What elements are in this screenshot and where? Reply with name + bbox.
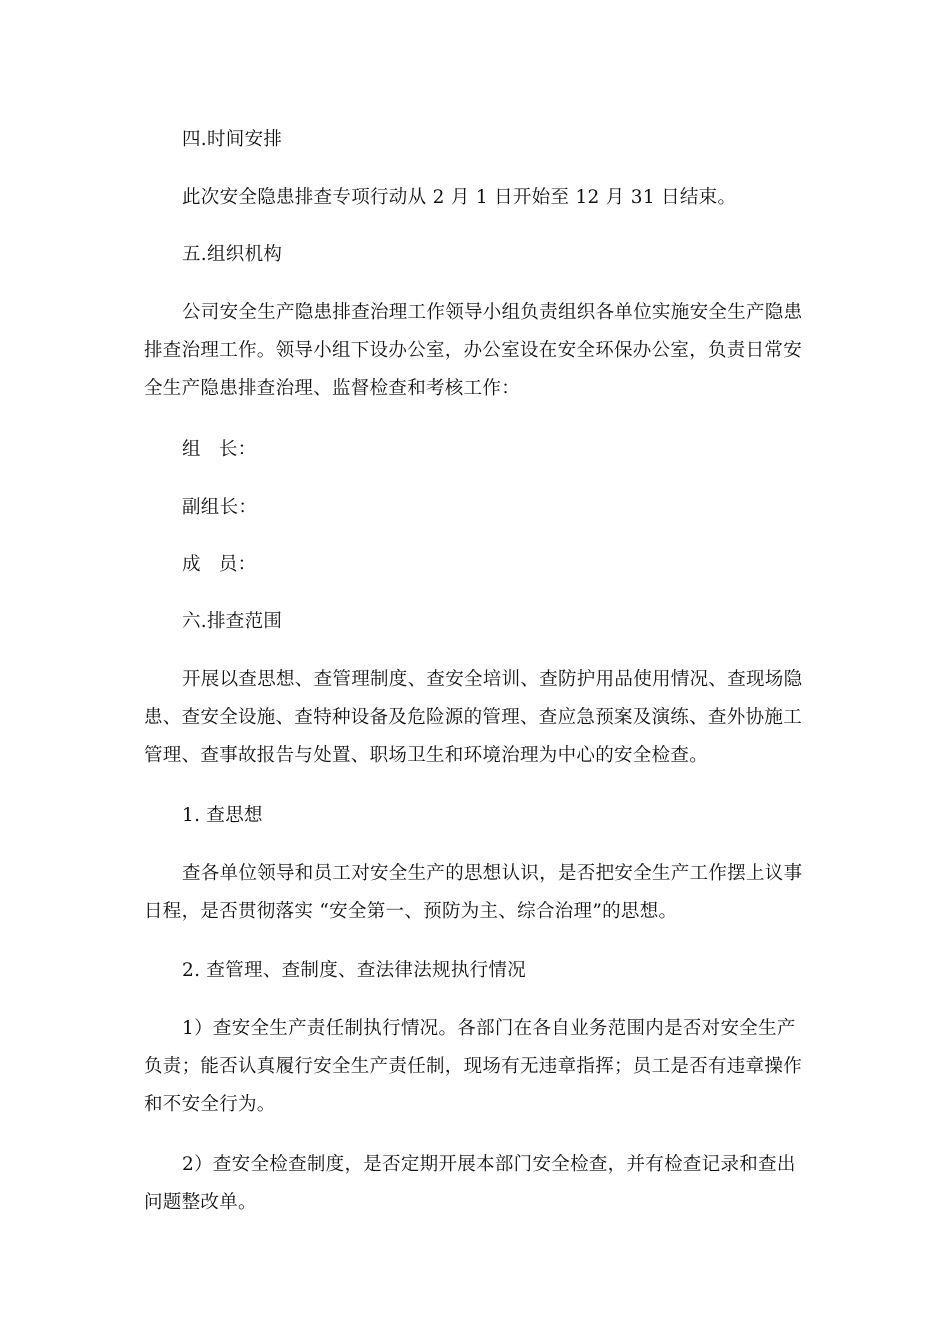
item-1-body: 查各单位领导和员工对安全生产的思想认识，是否把安全生产工作摆上议事日程，是否贯彻落实 “安全第一、预防为主、综合治理”的思想。 bbox=[144, 863, 803, 922]
item-2-sub-1: 1）查安全生产责任制执行情况。各部门在各自业务范围内是否对安全生产负责；能否认真履行安全生产责任制，现场有无违章指挥；员工是否有违章操作和不安全行为。 bbox=[144, 1018, 803, 1115]
section-5-body: 公司安全生产隐患排查治理工作领导小组负责组织各单位实施安全生产隐患排查治理工作。领导小组下设办公室，办公室设在安全环保办公室，负责日常安全生产隐患排查治理、监督检查和考核工作： bbox=[144, 302, 803, 399]
deputy-leader-line: 副组长： bbox=[182, 497, 258, 518]
item-1-heading: 1. 查思想 bbox=[182, 805, 263, 826]
member-line bbox=[144, 546, 812, 584]
leader-line bbox=[144, 431, 812, 469]
member-label-rest: 员： bbox=[218, 554, 257, 575]
member-label-first-char: 成 bbox=[182, 554, 201, 575]
leader-label-rest: 长： bbox=[218, 439, 257, 460]
item-2-heading: 2. 查管理、查制度、查法律法规执行情况 bbox=[182, 960, 527, 981]
section-5-heading: 五.组织机构 bbox=[182, 244, 283, 265]
section-4-heading: 四.时间安排 bbox=[182, 129, 283, 150]
section-4-body: 此次安全隐患排查专项行动从 2 月 1 日开始至 12 月 31 日结束。 bbox=[182, 187, 737, 208]
leader-label-first-char: 组 bbox=[182, 439, 201, 460]
item-2-sub-2: 2）查安全检查制度，是否定期开展本部门安全检查，并有检查记录和查出问题整改单。 bbox=[144, 1154, 796, 1213]
section-6-heading: 六.排查范围 bbox=[182, 611, 283, 632]
section-6-body: 开展以查思想、查管理制度、查安全培训、查防护用品使用情况、查现场隐患、查安全设施、查特种设备及危险源的管理、查应急预案及演练、查外协施工管理、查事故报告与处置、职场卫生和环境治理为中心的安全检查。 bbox=[144, 669, 803, 766]
